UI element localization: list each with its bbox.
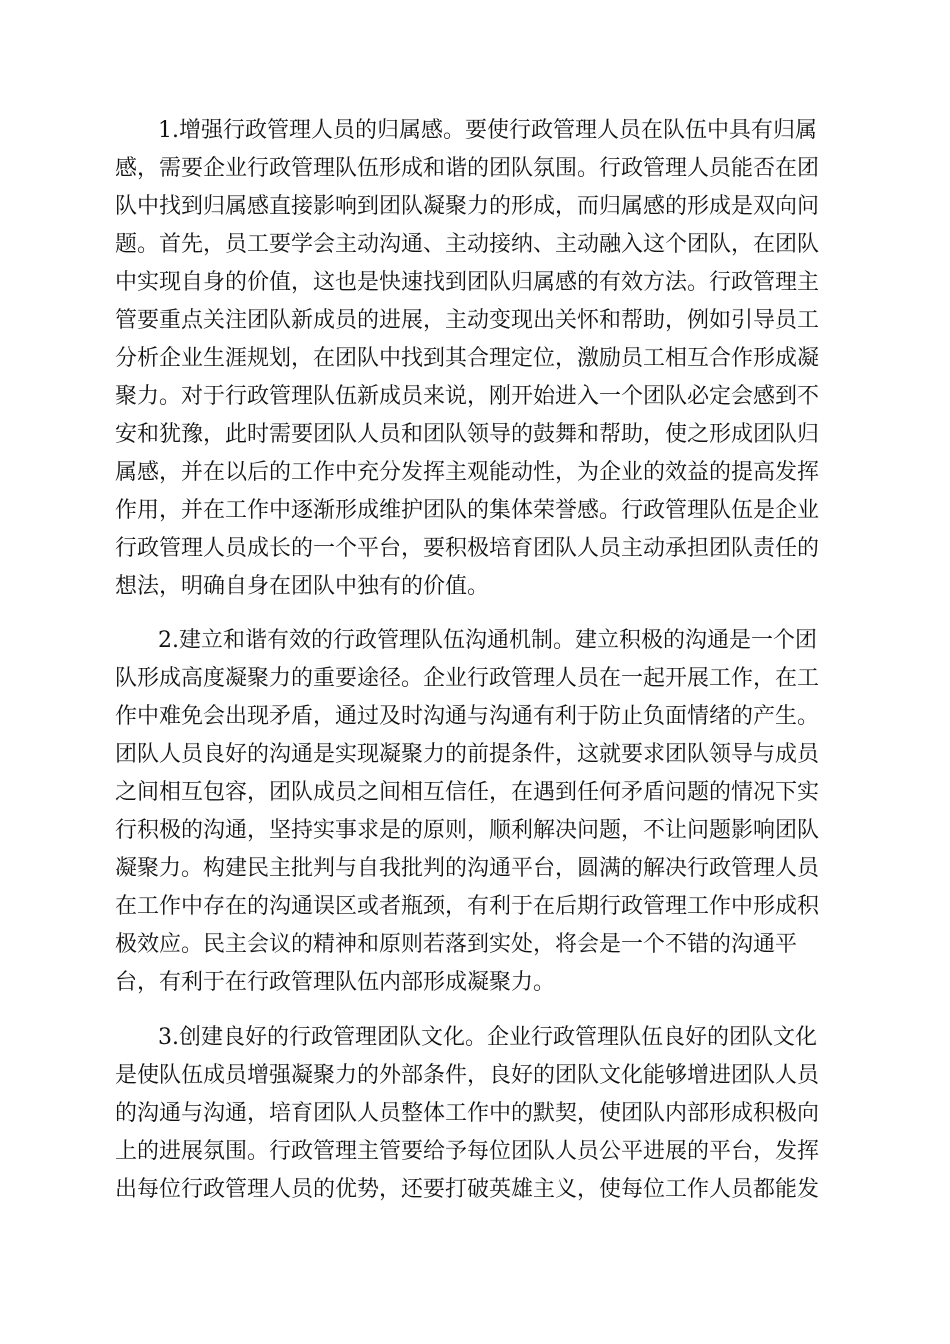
paragraph-2-line-3: 作中难免会出现矛盾，通过及时沟通与沟通有利于防止负面情绪的产生。 bbox=[115, 704, 820, 729]
paragraph-2-line-2: 队形成高度凝聚力的重要途径。企业行政管理人员在一起开展工作，在工 bbox=[115, 666, 820, 691]
paragraph-1-line-10: 属感，并在以后的工作中充分发挥主观能动性，为企业的效益的提高发挥 bbox=[115, 460, 820, 485]
paragraph-1-line-13: 想法，明确自身在团队中独有的价值。 bbox=[115, 574, 490, 599]
paragraph-1-line-5: 中实现自身的价值，这也是快速找到团队归属感的有效方法。行政管理主 bbox=[115, 270, 820, 295]
paragraph-1-line-1: 1.增强行政管理人员的归属感。要使行政管理人员在队伍中具有归属 bbox=[158, 118, 817, 143]
paragraph-2-line-8: 在工作中存在的沟通误区或者瓶颈，有利于在后期行政管理工作中形成积 bbox=[115, 894, 820, 919]
paragraph-1-line-11: 作用，并在工作中逐渐形成维护团队的集体荣誉感。行政管理队伍是企业 bbox=[115, 498, 820, 523]
paragraph-1-line-2: 感，需要企业行政管理队伍形成和谐的团队氛围。行政管理人员能否在团 bbox=[115, 156, 820, 181]
paragraph-2-line-10: 台，有利于在行政管理队伍内部形成凝聚力。 bbox=[115, 970, 556, 995]
paragraph-3-line-4: 上的进展氛围。行政管理主管要给予每位团队人员公平进展的平台，发挥 bbox=[115, 1139, 820, 1164]
paragraph-1-line-9: 安和犹豫，此时需要团队人员和团队领导的鼓舞和帮助，使之形成团队归 bbox=[115, 422, 820, 447]
paragraph-2-line-5: 之间相互包容，团队成员之间相互信任，在遇到任何矛盾问题的情况下实 bbox=[115, 780, 820, 805]
paragraph-3-line-1: 3.创建良好的行政管理团队文化。企业行政管理队伍良好的团队文化 bbox=[158, 1025, 817, 1050]
paragraph-2-line-4: 团队人员良好的沟通是实现凝聚力的前提条件，这就要求团队领导与成员 bbox=[115, 742, 820, 767]
paragraph-1-line-4: 题。首先，员工要学会主动沟通、主动接纳、主动融入这个团队，在团队 bbox=[115, 232, 820, 257]
paragraph-1-line-3: 队中找到归属感直接影响到团队凝聚力的形成，而归属感的形成是双向问 bbox=[115, 194, 820, 219]
paragraph-1-line-7: 分析企业生涯规划，在团队中找到其合理定位，激励员工相互合作形成凝 bbox=[115, 346, 820, 371]
paragraph-2-line-6: 行积极的沟通，坚持实事求是的原则，顺利解决问题，不让问题影响团队 bbox=[115, 818, 820, 843]
paragraph-1-line-6: 管要重点关注团队新成员的进展，主动变现出关怀和帮助，例如引导员工 bbox=[115, 308, 820, 333]
paragraph-2-line-7: 凝聚力。构建民主批判与自我批判的沟通平台，圆满的解决行政管理人员 bbox=[115, 856, 820, 881]
paragraph-3-line-2: 是使队伍成员增强凝聚力的外部条件，良好的团队文化能够增进团队人员 bbox=[115, 1063, 820, 1088]
paragraph-3-line-3: 的沟通与沟通，培育团队人员整体工作中的默契，使团队内部形成积极向 bbox=[115, 1101, 820, 1126]
paragraph-2-line-1: 2.建立和谐有效的行政管理队伍沟通机制。建立积极的沟通是一个团 bbox=[158, 628, 817, 653]
paragraph-2-line-9: 极效应。民主会议的精神和原则若落到实处，将会是一个不错的沟通平 bbox=[115, 932, 798, 957]
paragraph-1-line-8: 聚力。对于行政管理队伍新成员来说，刚开始进入一个团队必定会感到不 bbox=[115, 384, 820, 409]
paragraph-1-line-12: 行政管理人员成长的一个平台，要积极培育团队人员主动承担团队责任的 bbox=[115, 536, 820, 561]
paragraph-3-line-5: 出每位行政管理人员的优势，还要打破英雄主义，使每位工作人员都能发 bbox=[115, 1177, 820, 1202]
